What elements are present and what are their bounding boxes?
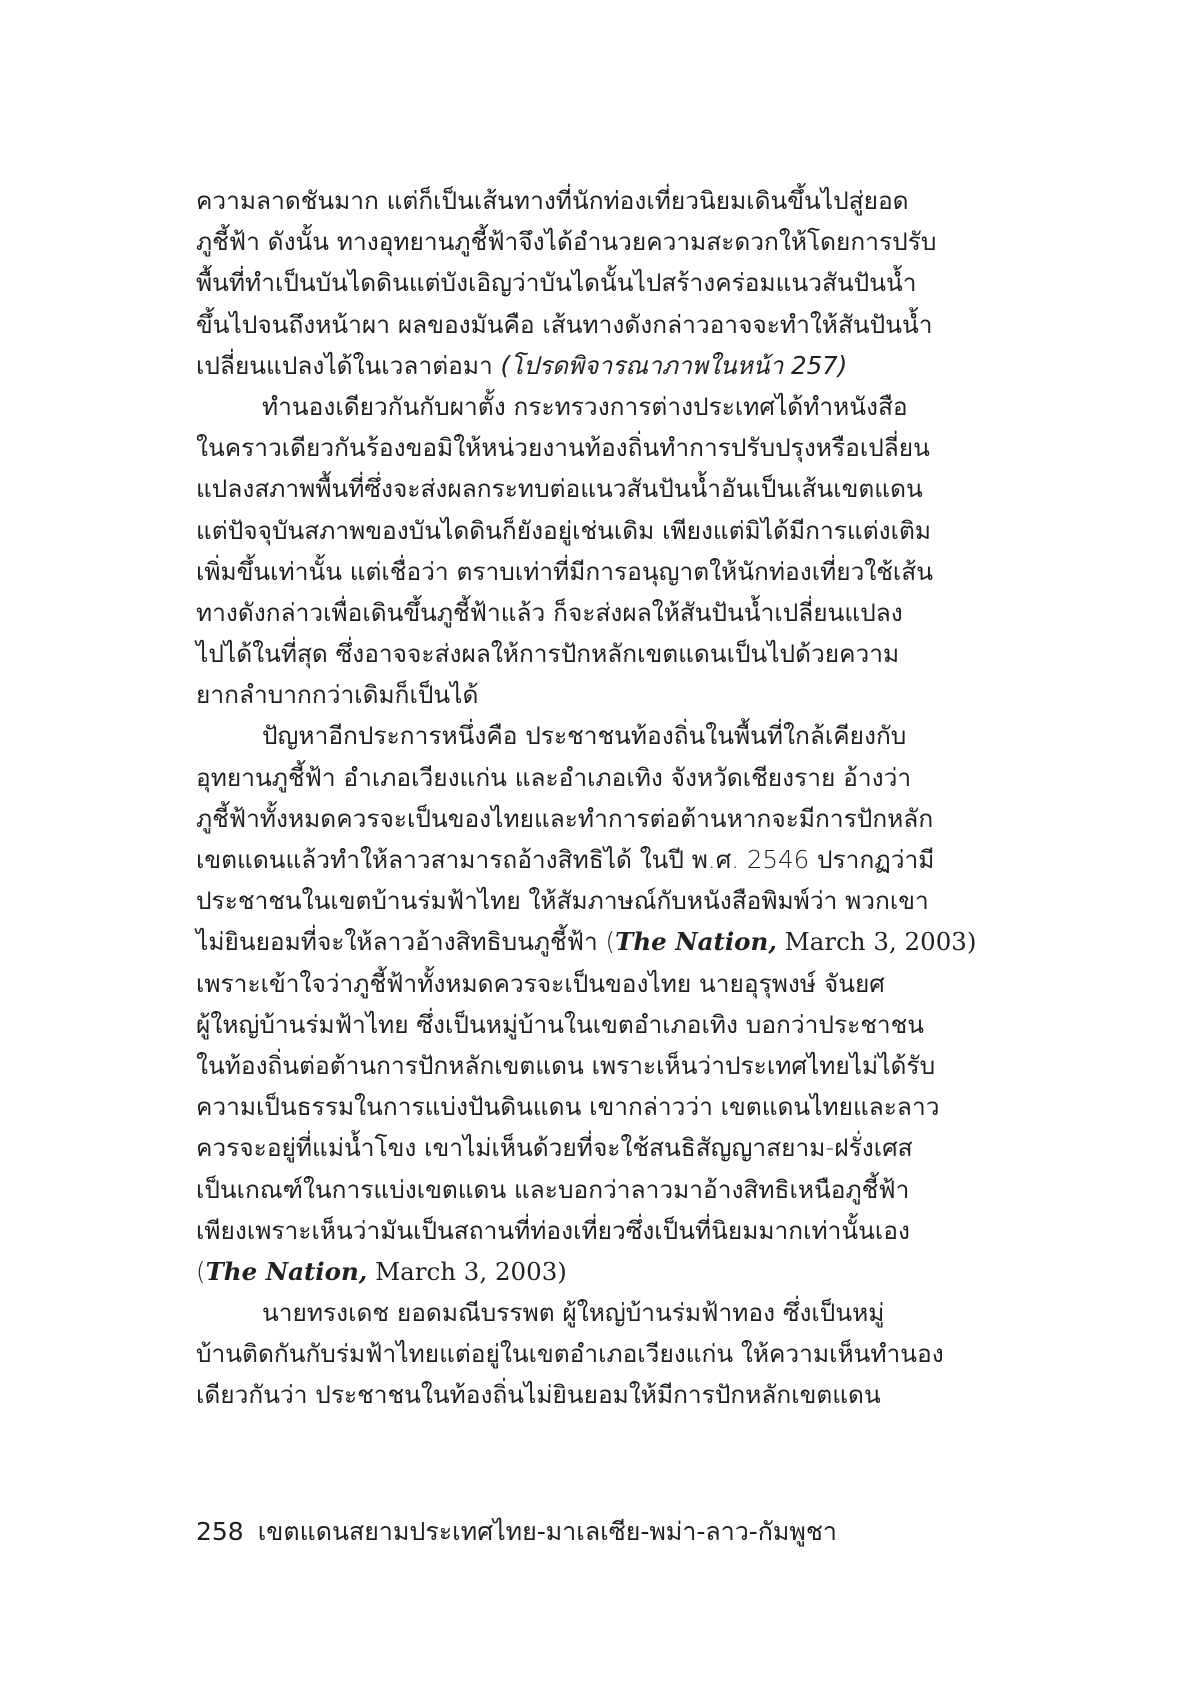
text-line: ผู้ใหญ่บ้านร่มฟ้าไทย ซึ่งเป็นหมู่บ้านในเขตอำเภอเทิง บอกว่าประชาชน <box>196 1009 925 1039</box>
photo-reference: (โปรดพิจารณาภาพในหน้า 257) <box>500 350 848 380</box>
text-line <box>196 921 996 962</box>
book-title: เขตแดนสยามประเทศไทย-มาเลเซีย-พม่า-ลาว-กัมพูชา <box>257 1517 837 1546</box>
text-line: ภูชี้ฟ้าทั้งหมดควรจะเป็นของไทยและทำการต่อต้านหากจะมีการปักหลัก <box>196 803 934 833</box>
text-line: ความลาดชันมาก แต่ก็เป็นเส้นทางที่นักท่องเที่ยวนิยมเดินขึ้นไปสู่ยอด <box>196 186 909 215</box>
text-line: พื้นที่ทำเป็นบันไดดินแต่บังเอิญว่าบันไดนั้นไปสร้างคร่อมแนวสันปันน้ำ <box>196 268 917 298</box>
citation-date: March 3, 2003) <box>367 1256 567 1286</box>
text-line: เพิ่มขึ้นเท่านั้น แต่เชื่อว่า ตราบเท่าที่มีการอนุญาตให้นักท่องเที่ยวใช้เส้น <box>196 556 933 586</box>
text-line: เพราะเข้าใจว่าภูชี้ฟ้าทั้งหมดควรจะเป็นของไทย นายอุรุพงษ์ จันยศ <box>196 968 885 998</box>
text-segment: ( <box>196 1256 206 1286</box>
text-segment: ไม่ยินยอมที่จะให้ลาวอ้างสิทธิบนภูชี้ฟ้า ( <box>196 927 616 957</box>
text-line: เป็นเกณฑ์ในการแบ่งเขตแดน และบอกว่าลาวมาอ้างสิทธิเหนือภูชี้ฟ้า <box>196 1174 910 1204</box>
text-line <box>196 1251 996 1292</box>
text-line: ในคราวเดียวกันร้องขอมิให้หน่วยงานท้องถิ่นทำการปรับปรุงหรือเปลี่ยน <box>196 433 930 463</box>
text-line: นายทรงเดช ยอดมณีบรรพต ผู้ใหญ่บ้านร่มฟ้าทอง ซึ่งเป็นหมู่ <box>262 1298 885 1328</box>
text-line: ยากลำบากกว่าเดิมก็เป็นได้ <box>196 680 479 710</box>
text-line: ขึ้นไปจนถึงหน้าผา ผลของมันคือ เส้นทางดังกล่าวอาจจะทำให้สันปันน้ำ <box>196 309 933 339</box>
text-line: ภูชี้ฟ้า ดังนั้น ทางอุทยานภูชี้ฟ้าจึงได้อำนวยความสะดวกให้โดยการปรับ <box>196 227 937 257</box>
text-line <box>196 345 996 386</box>
text-line: ในท้องถิ่นต่อต้านการปักหลักเขตแดน เพราะเห็นว่าประเทศไทยไม่ได้รับ <box>196 1050 936 1080</box>
text-segment: เปลี่ยนแปลงได้ในเวลาต่อมา <box>196 350 493 380</box>
citation-date: March 3, 2003) <box>776 927 977 957</box>
body-text <box>196 180 996 1416</box>
page-number: 258 <box>196 1517 244 1546</box>
citation-source: The Nation, <box>615 927 777 957</box>
text-line: เดียวกันว่า ประชาชนในท้องถิ่นไม่ยินยอมให้มีการปักหลักเขตแดน <box>196 1380 881 1410</box>
text-line: บ้านติดกันกับร่มฟ้าไทยแต่อยู่ในเขตอำเภอเวียงแก่น ให้ความเห็นทำนอง <box>196 1339 944 1369</box>
text-line: เขตแดนแล้วทำให้ลาวสามารถอ้างสิทธิได้ ในปี พ.ศ. 2546 ปรากฏว่ามี <box>196 845 935 874</box>
text-line: ปัญหาอีกประการหนึ่งคือ ประชาชนท้องถิ่นในพื้นที่ใกล้เคียงกับ <box>262 721 907 751</box>
text-line: ความเป็นธรรมในการแบ่งปันดินแดน เขากล่าวว่า เขตแดนไทยและลาว <box>196 1092 940 1122</box>
text-line: ประชาชนในเขตบ้านร่มฟ้าไทย ให้สัมภาษณ์กับหนังสือพิมพ์ว่า พวกเขา <box>196 886 929 916</box>
text-line: ไปได้ในที่สุด ซึ่งอาจจะส่งผลให้การปักหลักเขตแดนเป็นไปด้วยความ <box>196 639 900 669</box>
citation-source: The Nation, <box>205 1256 368 1286</box>
text-line: ควรจะอยู่ที่แม่น้ำโขง เขาไม่เห็นด้วยที่จะใช้สนธิสัญญาสยาม-ฝรั่งเศส <box>196 1133 913 1163</box>
text-line: ทำนองเดียวกันกับผาตั้ง กระทรวงการต่างประเทศได้ทำหนังสือ <box>262 391 908 421</box>
text-line: ทางดังกล่าวเพื่อเดินขึ้นภูชี้ฟ้าแล้ว ก็จะส่งผลให้สันปันน้ำเปลี่ยนแปลง <box>196 597 903 627</box>
text-line: เพียงเพราะเห็นว่ามันเป็นสถานที่ท่องเที่ยวซึ่งเป็นที่นิยมมากเท่านั้นเอง <box>196 1215 910 1245</box>
text-line: แปลงสภาพพื้นที่ซึ่งจะส่งผลกระทบต่อแนวสันปันน้ำอันเป็นเส้นเขตแดน <box>196 474 923 504</box>
page-footer <box>196 1514 837 1550</box>
text-line: แต่ปัจจุบันสภาพของบันไดดินก็ยังอยู่เช่นเดิม เพียงแต่มิได้มีการแต่งเติม <box>196 515 932 545</box>
text-line: อุทยานภูชี้ฟ้า อำเภอเวียงแก่น และอำเภอเทิง จังหวัดเชียงราย อ้างว่า <box>196 762 912 792</box>
